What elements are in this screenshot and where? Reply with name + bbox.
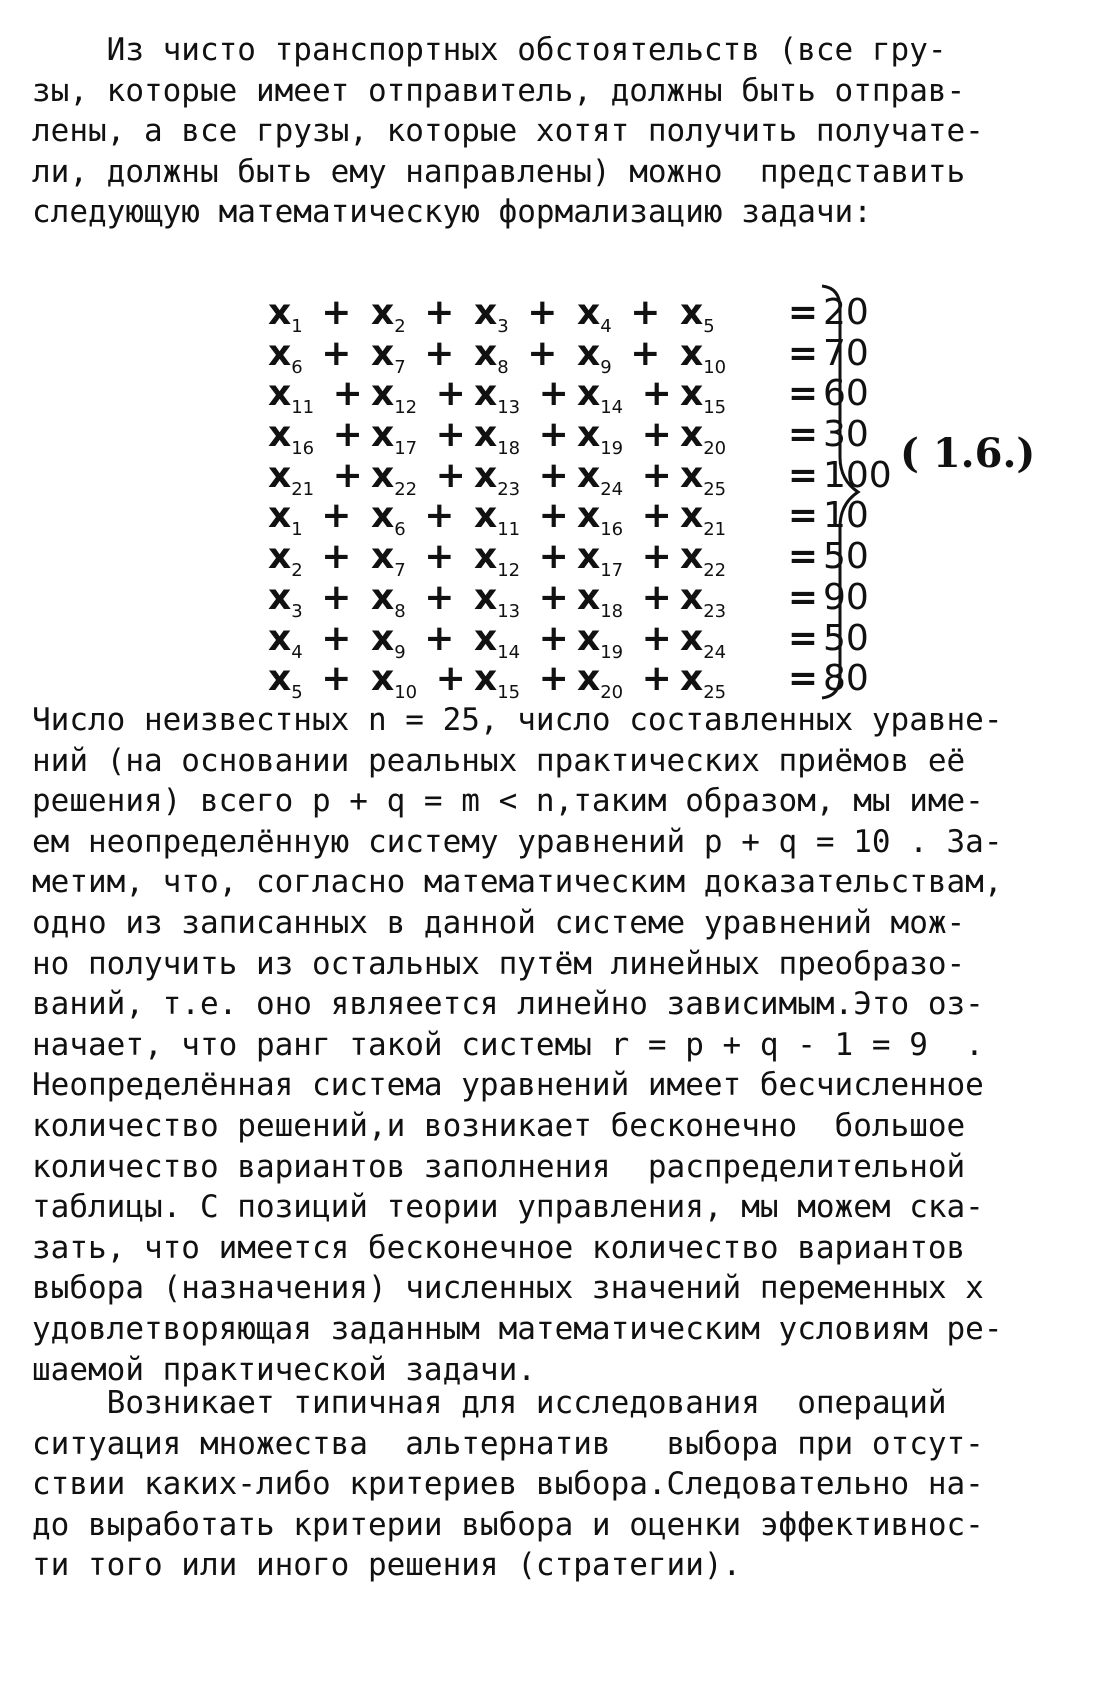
paragraph-analysis-line: начает, что ранг такой системы r = p + q - 1 = 9 . [32,1026,984,1063]
paragraph-conclusion-line: ситуация множества альтернатив выбора при отсут- [32,1425,984,1462]
plus-sign: + [411,617,455,659]
variable-symbol: x [371,454,395,496]
equation-term [577,292,680,337]
equation-rhs: 20 [823,292,869,333]
variable-index: 5 [291,682,303,704]
paragraph-analysis-line: но получить из остальных путём линейных преобразо- [32,945,966,982]
variable-index: 17 [600,560,624,582]
paragraph-analysis-line: количество вариантов заполнения распределительной [32,1148,966,1185]
variable-index: 18 [497,438,521,460]
variable-symbol: x [577,658,601,700]
plus-sign: + [423,373,466,415]
equation-row [268,617,893,663]
equation-term [680,455,783,500]
variable-symbol: x [474,454,498,496]
variable-symbol: x [268,576,292,618]
variable-index: 25 [703,682,727,704]
equation-term [577,658,680,703]
equals-sign: = [787,658,819,700]
plus-sign: + [308,658,352,700]
variable-index: 11 [497,519,521,541]
variable-index: 14 [497,641,521,663]
variable-index: 18 [600,601,624,622]
plus-sign: + [617,332,661,374]
equals-sign: = [787,332,819,374]
variable-index: 1 [291,519,303,541]
variable-symbol: x [474,658,498,700]
equation-term [680,536,783,581]
variable-index: 12 [497,560,521,582]
variable-index: 23 [497,478,521,500]
equation-term [577,536,680,581]
equation-term [680,618,783,663]
equation-term [680,495,783,540]
plus-sign: + [526,373,569,415]
variable-symbol: x [680,373,704,415]
plus-sign: + [629,576,672,618]
plus-sign: + [629,454,672,496]
plus-sign: + [411,576,455,618]
paragraph-intro-line: ли, должны быть ему направлены) можно представить [32,153,966,190]
plus-sign: + [514,332,558,374]
variable-symbol: x [371,617,395,659]
equation-term [268,455,371,500]
plus-sign: + [629,536,672,578]
equation-term [474,495,577,540]
variable-index: 12 [394,397,418,419]
variable-symbol: x [680,454,704,496]
plus-sign: + [617,292,661,333]
paragraph-intro-line: следующую математическую формализацию задачи: [32,194,872,231]
plus-sign: + [308,332,352,374]
variable-symbol: x [371,495,395,537]
equation-term [371,333,474,378]
plus-sign: + [526,414,569,456]
equation-row [268,454,893,500]
equation-system [268,292,893,704]
equation-term [474,333,577,378]
paragraph-conclusion-line: ти того или иного решения (стратегии). [32,1547,742,1584]
variable-index: 16 [600,519,624,541]
equals-sign: = [787,576,819,618]
variable-index: 14 [600,397,624,419]
equation-rhs: 50 [823,536,869,578]
equation-term [577,333,680,378]
variable-symbol: x [371,576,395,618]
equation-row [268,576,893,622]
equation-term [577,618,680,663]
equation-term [371,373,474,418]
paragraph-analysis-line: Неопределённая система уравнений имеет бесчисленное [32,1067,984,1104]
equation-rhs: 10 [823,495,869,537]
variable-symbol: x [474,495,498,537]
variable-index: 20 [600,682,624,704]
equals-sign: = [787,536,819,578]
paragraph-analysis-line: метим, что, согласно математическим доказательствам, [32,864,1003,901]
variable-index: 8 [394,601,406,622]
variable-index: 1 [291,316,303,338]
variable-index: 4 [600,316,612,338]
variable-symbol: x [268,454,292,496]
equation-row [268,495,893,541]
plus-sign: + [411,536,455,578]
variable-index: 2 [394,316,406,338]
variable-symbol: x [371,658,395,700]
variable-symbol: x [474,576,498,618]
equation-term [680,292,783,337]
plus-sign: + [320,414,363,456]
equation-term [474,455,577,500]
variable-symbol: x [577,576,601,618]
equation-term [577,373,680,418]
equation-row [268,658,893,704]
variable-symbol: x [474,617,498,659]
variable-symbol: x [371,292,395,333]
variable-index: 3 [497,316,509,338]
plus-sign: + [526,454,569,496]
variable-symbol: x [680,292,704,333]
plus-sign: + [411,332,455,374]
equation-number: ( 1.6.) [900,430,1036,477]
equation-term [268,618,371,663]
paragraph-analysis [32,700,1052,1390]
equation-rhs: 80 [823,658,869,700]
equation-rhs: 70 [823,332,869,374]
equation-term [371,618,474,663]
variable-symbol: x [371,414,395,456]
variable-symbol: x [680,332,704,374]
plus-sign: + [411,495,455,537]
equation-term [371,658,474,703]
plus-sign: + [526,576,569,618]
paragraph-conclusion-line: до выработать критерии выбора и оценки эффективнос- [32,1506,984,1543]
variable-symbol: x [680,617,704,659]
equation-term [474,618,577,663]
equation-term [474,658,577,703]
variable-index: 13 [497,601,521,622]
equation-row [268,536,893,582]
variable-index: 15 [497,682,521,704]
equation-term [371,495,474,540]
variable-index: 3 [291,601,303,622]
variable-index: 21 [291,478,315,500]
variable-symbol: x [680,495,704,537]
variable-symbol: x [474,292,498,333]
equation-term [680,333,783,378]
variable-symbol: x [371,332,395,374]
paragraph-analysis-line: ваний, т.е. оно являеется линейно зависимым.Это оз- [32,986,984,1023]
equation-term [371,292,474,337]
equation-rhs: 100 [823,454,892,496]
variable-index: 15 [703,397,727,419]
variable-index: 9 [394,641,406,663]
paragraph-analysis-line: зать, что имеется бесконечное количество вариантов [32,1229,966,1266]
variable-index: 11 [291,397,315,419]
equals-sign: = [787,495,819,537]
paragraph-intro-line: зы, которые имеет отправитель, должны быть отправ- [32,72,966,109]
variable-index: 16 [291,438,315,460]
equation-row [268,292,893,338]
equation-term [371,414,474,459]
plus-sign: + [629,617,672,659]
variable-symbol: x [474,332,498,374]
variable-index: 22 [703,560,727,582]
paragraph-intro-line: лены, а все грузы, которые хотят получить получате- [32,113,984,150]
variable-symbol: x [577,292,601,333]
plus-sign: + [308,292,352,333]
equation-term [680,414,783,459]
paragraph-conclusion-line: Возникает типичная для исследования операций [32,1385,947,1421]
variable-symbol: x [680,658,704,700]
paragraph-analysis-line: решения) всего p + q = m < n,таким образом, мы име- [32,783,984,820]
variable-symbol: x [268,292,292,333]
plus-sign: + [526,495,569,537]
variable-index: 7 [394,560,406,582]
equation-term [474,414,577,459]
variable-symbol: x [680,414,704,456]
equation-term [268,414,371,459]
paragraph-analysis-line: выбора (назначения) численных значений переменных x [32,1270,984,1307]
variable-index: 8 [497,356,509,378]
variable-symbol: x [268,658,292,700]
variable-index: 5 [703,316,715,338]
plus-sign: + [526,536,569,578]
variable-symbol: x [474,536,498,578]
equals-sign: = [787,373,819,415]
equation-term [577,455,680,500]
variable-symbol: x [577,332,601,374]
plus-sign: + [514,292,558,333]
plus-sign: + [423,658,466,700]
plus-sign: + [423,454,466,496]
equation-term [680,373,783,418]
paragraph-intro-line: Из чисто транспортных обстоятельств (все гру- [32,32,947,68]
equation-rhs: 60 [823,373,869,415]
equation-row [268,332,893,378]
variable-index: 4 [291,641,303,663]
variable-index: 6 [291,356,303,378]
plus-sign: + [308,576,352,618]
variable-index: 21 [703,519,727,541]
plus-sign: + [629,414,672,456]
equation-term [577,495,680,540]
equation-term [474,577,577,622]
variable-symbol: x [268,414,292,456]
equation-term [268,292,371,337]
equation-term [680,658,783,703]
equation-row [268,414,893,460]
paragraph-intro [32,30,1052,233]
variable-index: 17 [394,438,418,460]
variable-symbol: x [371,536,395,578]
variable-index: 10 [703,356,727,378]
right-brace [818,282,878,702]
paragraph-analysis-line: удовлетворяющая заданным математическим условиям ре- [32,1310,1003,1347]
variable-index: 19 [600,641,624,663]
plus-sign: + [526,617,569,659]
equation-term [474,536,577,581]
equals-sign: = [787,414,819,456]
variable-index: 22 [394,478,418,500]
plus-sign: + [308,536,352,578]
plus-sign: + [320,454,363,496]
equation-rhs: 90 [823,576,869,618]
equation-term [268,658,371,703]
variable-index: 2 [291,560,303,582]
equation-term [577,414,680,459]
variable-index: 23 [703,601,727,622]
equals-sign: = [787,617,819,659]
plus-sign: + [423,414,466,456]
equation-term [371,577,474,622]
equation-rhs: 30 [823,414,869,456]
paragraph-analysis-line: шаемой практической задачи. [32,1351,536,1388]
equation-term [268,577,371,622]
variable-index: 6 [394,519,406,541]
equation-rhs: 50 [823,617,869,659]
variable-index: 13 [497,397,521,419]
variable-symbol: x [577,454,601,496]
plus-sign: + [629,373,672,415]
equation-term [371,536,474,581]
plus-sign: + [629,495,672,537]
variable-symbol: x [268,617,292,659]
variable-symbol: x [474,414,498,456]
paragraph-conclusion [32,1383,1052,1586]
equals-sign: = [787,292,819,333]
equation-term [371,455,474,500]
variable-symbol: x [577,414,601,456]
variable-symbol: x [577,536,601,578]
variable-symbol: x [680,536,704,578]
equation-term [268,495,371,540]
variable-symbol: x [474,373,498,415]
variable-index: 20 [703,438,727,460]
equation-term [268,333,371,378]
equation-row [268,373,893,419]
paragraph-analysis-line: таблицы. С позиций теории управления, мы можем ска- [32,1189,984,1226]
variable-index: 25 [703,478,727,500]
variable-symbol: x [577,617,601,659]
variable-index: 7 [394,356,406,378]
plus-sign: + [411,292,455,333]
variable-index: 24 [703,641,727,663]
equation-term [268,536,371,581]
variable-symbol: x [268,332,292,374]
equation-term [680,577,783,622]
variable-symbol: x [577,495,601,537]
plus-sign: + [320,373,363,415]
plus-sign: + [308,495,352,537]
paragraph-analysis-line: ем неопределённую систему уравнений p + q = 10 . За- [32,823,1003,860]
paragraph-analysis-line: количество решений,и возникает бесконечно большое [32,1107,966,1144]
variable-symbol: x [371,373,395,415]
variable-index: 10 [394,682,418,704]
variable-index: 24 [600,478,624,500]
paragraph-analysis-line: ний (на основании реальных практических приёмов её [32,742,966,779]
paragraph-analysis-line: Число неизвестных n = 25, число составленных уравне- [32,702,1003,738]
variable-index: 19 [600,438,624,460]
equation-term [474,292,577,337]
plus-sign: + [308,617,352,659]
variable-symbol: x [268,536,292,578]
variable-index: 9 [600,356,612,378]
equation-term [474,373,577,418]
plus-sign: + [526,658,569,700]
variable-symbol: x [680,576,704,618]
plus-sign: + [629,658,672,700]
paragraph-conclusion-line: ствии каких-либо критериев выбора.Следовательно на- [32,1466,984,1503]
equation-term [268,373,371,418]
variable-symbol: x [577,373,601,415]
equation-term [577,577,680,622]
variable-symbol: x [268,373,292,415]
equals-sign: = [787,454,819,496]
paragraph-analysis-line: одно из записанных в данной системе уравнений мож- [32,904,966,941]
variable-symbol: x [268,495,292,537]
